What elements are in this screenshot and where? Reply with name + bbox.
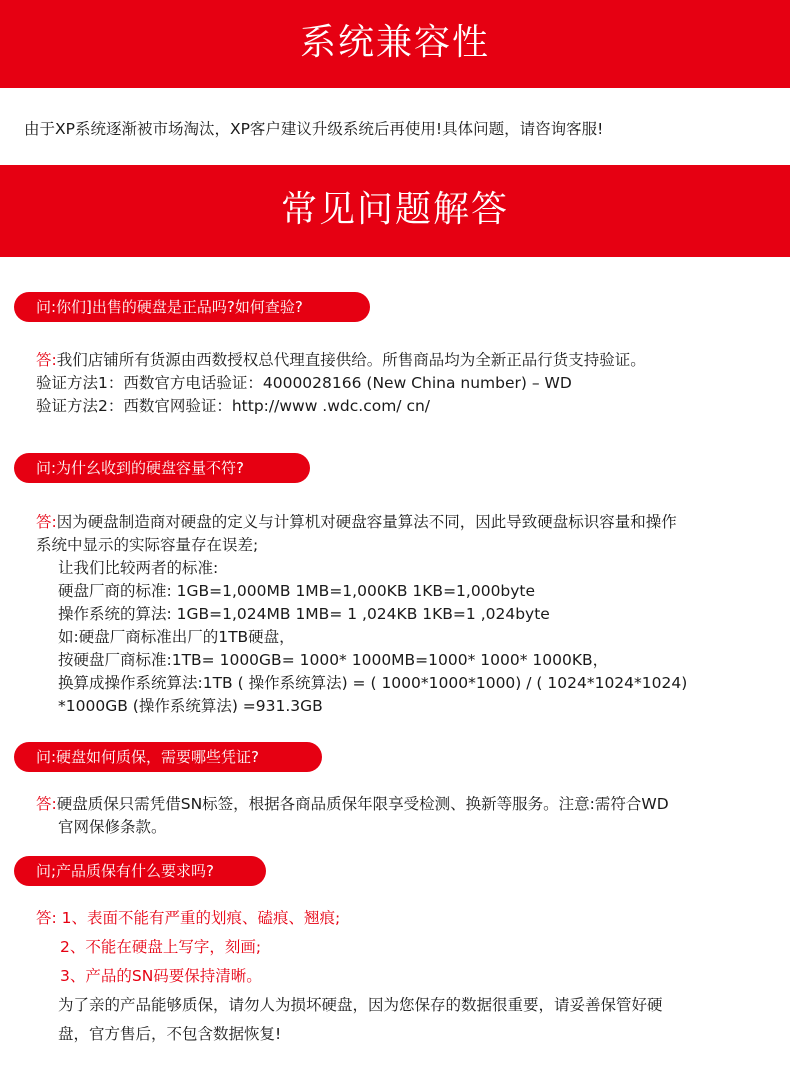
- answer-line: 系统中显示的实际容量存在误差;: [36, 536, 259, 554]
- answer-line: 验证方法2：西数官网验证：http://www .wdc.com/ cn/: [36, 397, 431, 415]
- answer-line: 官网保修条款。: [58, 818, 167, 836]
- answer-prefix: 答:: [36, 351, 57, 369]
- answer-line: *1000GB (操作系统算法) =931.3GB: [58, 697, 323, 715]
- compatibility-banner: [0, 0, 790, 88]
- faq-banner: [0, 165, 790, 257]
- question-pill-warranty: [14, 742, 322, 772]
- answer-line: 答:因为硬盘制造商对硬盘的定义与计算机对硬盘容量算法不同，因此导致硬盘标识容量和操作: [36, 513, 677, 531]
- question-pill-requirements: [14, 856, 266, 886]
- answer-line-red: 答: 1、表面不能有严重的划痕、磕痕、翘痕;: [36, 909, 341, 927]
- answer-line: 操作系统的算法: 1GB=1,024MB 1MB= 1 ,024KB 1KB=1 ,024byte: [58, 605, 550, 623]
- answer-line-red: 2、不能在硬盘上写字，刻画;: [60, 938, 262, 956]
- answer-line: 如:硬盘厂商标准出厂的1TB硬盘，: [58, 628, 295, 646]
- question-pill-authenticity: [14, 292, 370, 322]
- compatibility-title: 系统兼容性: [299, 22, 490, 63]
- answer-line-red: 3、产品的SN码要保持清晰。: [60, 967, 262, 985]
- answer-prefix: 答:: [36, 795, 57, 813]
- answer-line: 为了亲的产品能够质保，请勿人为损坏硬盘，因为您保存的数据很重要，请妥善保管好硬: [58, 996, 663, 1014]
- answer-line: 答:硬盘质保只需凭借SN标签，根据各商品质保年限享受检测、换新等服务。注意:需符合WD: [36, 795, 669, 813]
- answer-line: 按硬盘厂商标准:1TB= 1000GB= 1000* 1000MB=1000* 1000* 1000KB，: [58, 651, 609, 669]
- answer-line: 让我们比较两者的标准:: [58, 559, 219, 577]
- answer-authenticity: [36, 349, 646, 418]
- answer-requirements: [36, 904, 663, 1049]
- answer-line: 换算成操作系统算法:1TB ( 操作系统算法) = ( 1000*1000*1000) / ( 1024*1024*1024): [58, 674, 688, 692]
- compatibility-text: 由于XP系统逐渐被市场淘汰，XP客户建议升级系统后再使用!具体问题，请咨询客服!: [24, 120, 604, 138]
- question-pill-capacity: [14, 453, 310, 483]
- question-text: 问:为什幺收到的硬盘容量不符?: [36, 459, 245, 477]
- answer-line: 盘，官方售后，不包含数据恢复!: [58, 1025, 282, 1043]
- question-text: 问;产品质保有什么要求吗?: [36, 862, 215, 880]
- question-text: 问:硬盘如何质保，需要哪些凭证?: [36, 748, 260, 766]
- answer-prefix: 答:: [36, 513, 57, 531]
- faq-title: 常见问题解答: [280, 189, 509, 230]
- question-text: 问:你们]出售的硬盘是正品吗?如何查验?: [36, 298, 303, 316]
- answer-line: 答:我们店铺所有货源由西数授权总代理直接供给。所售商品均为全新正品行货支持验证。: [36, 351, 646, 369]
- answer-capacity: [36, 511, 687, 718]
- answer-warranty: [36, 793, 669, 839]
- answer-line: 硬盘厂商的标准: 1GB=1,000MB 1MB=1,000KB 1KB=1,000byte: [58, 582, 536, 600]
- answer-line: 验证方法1：西数官方电话验证：4000028166 (New China number) – WD: [36, 374, 572, 392]
